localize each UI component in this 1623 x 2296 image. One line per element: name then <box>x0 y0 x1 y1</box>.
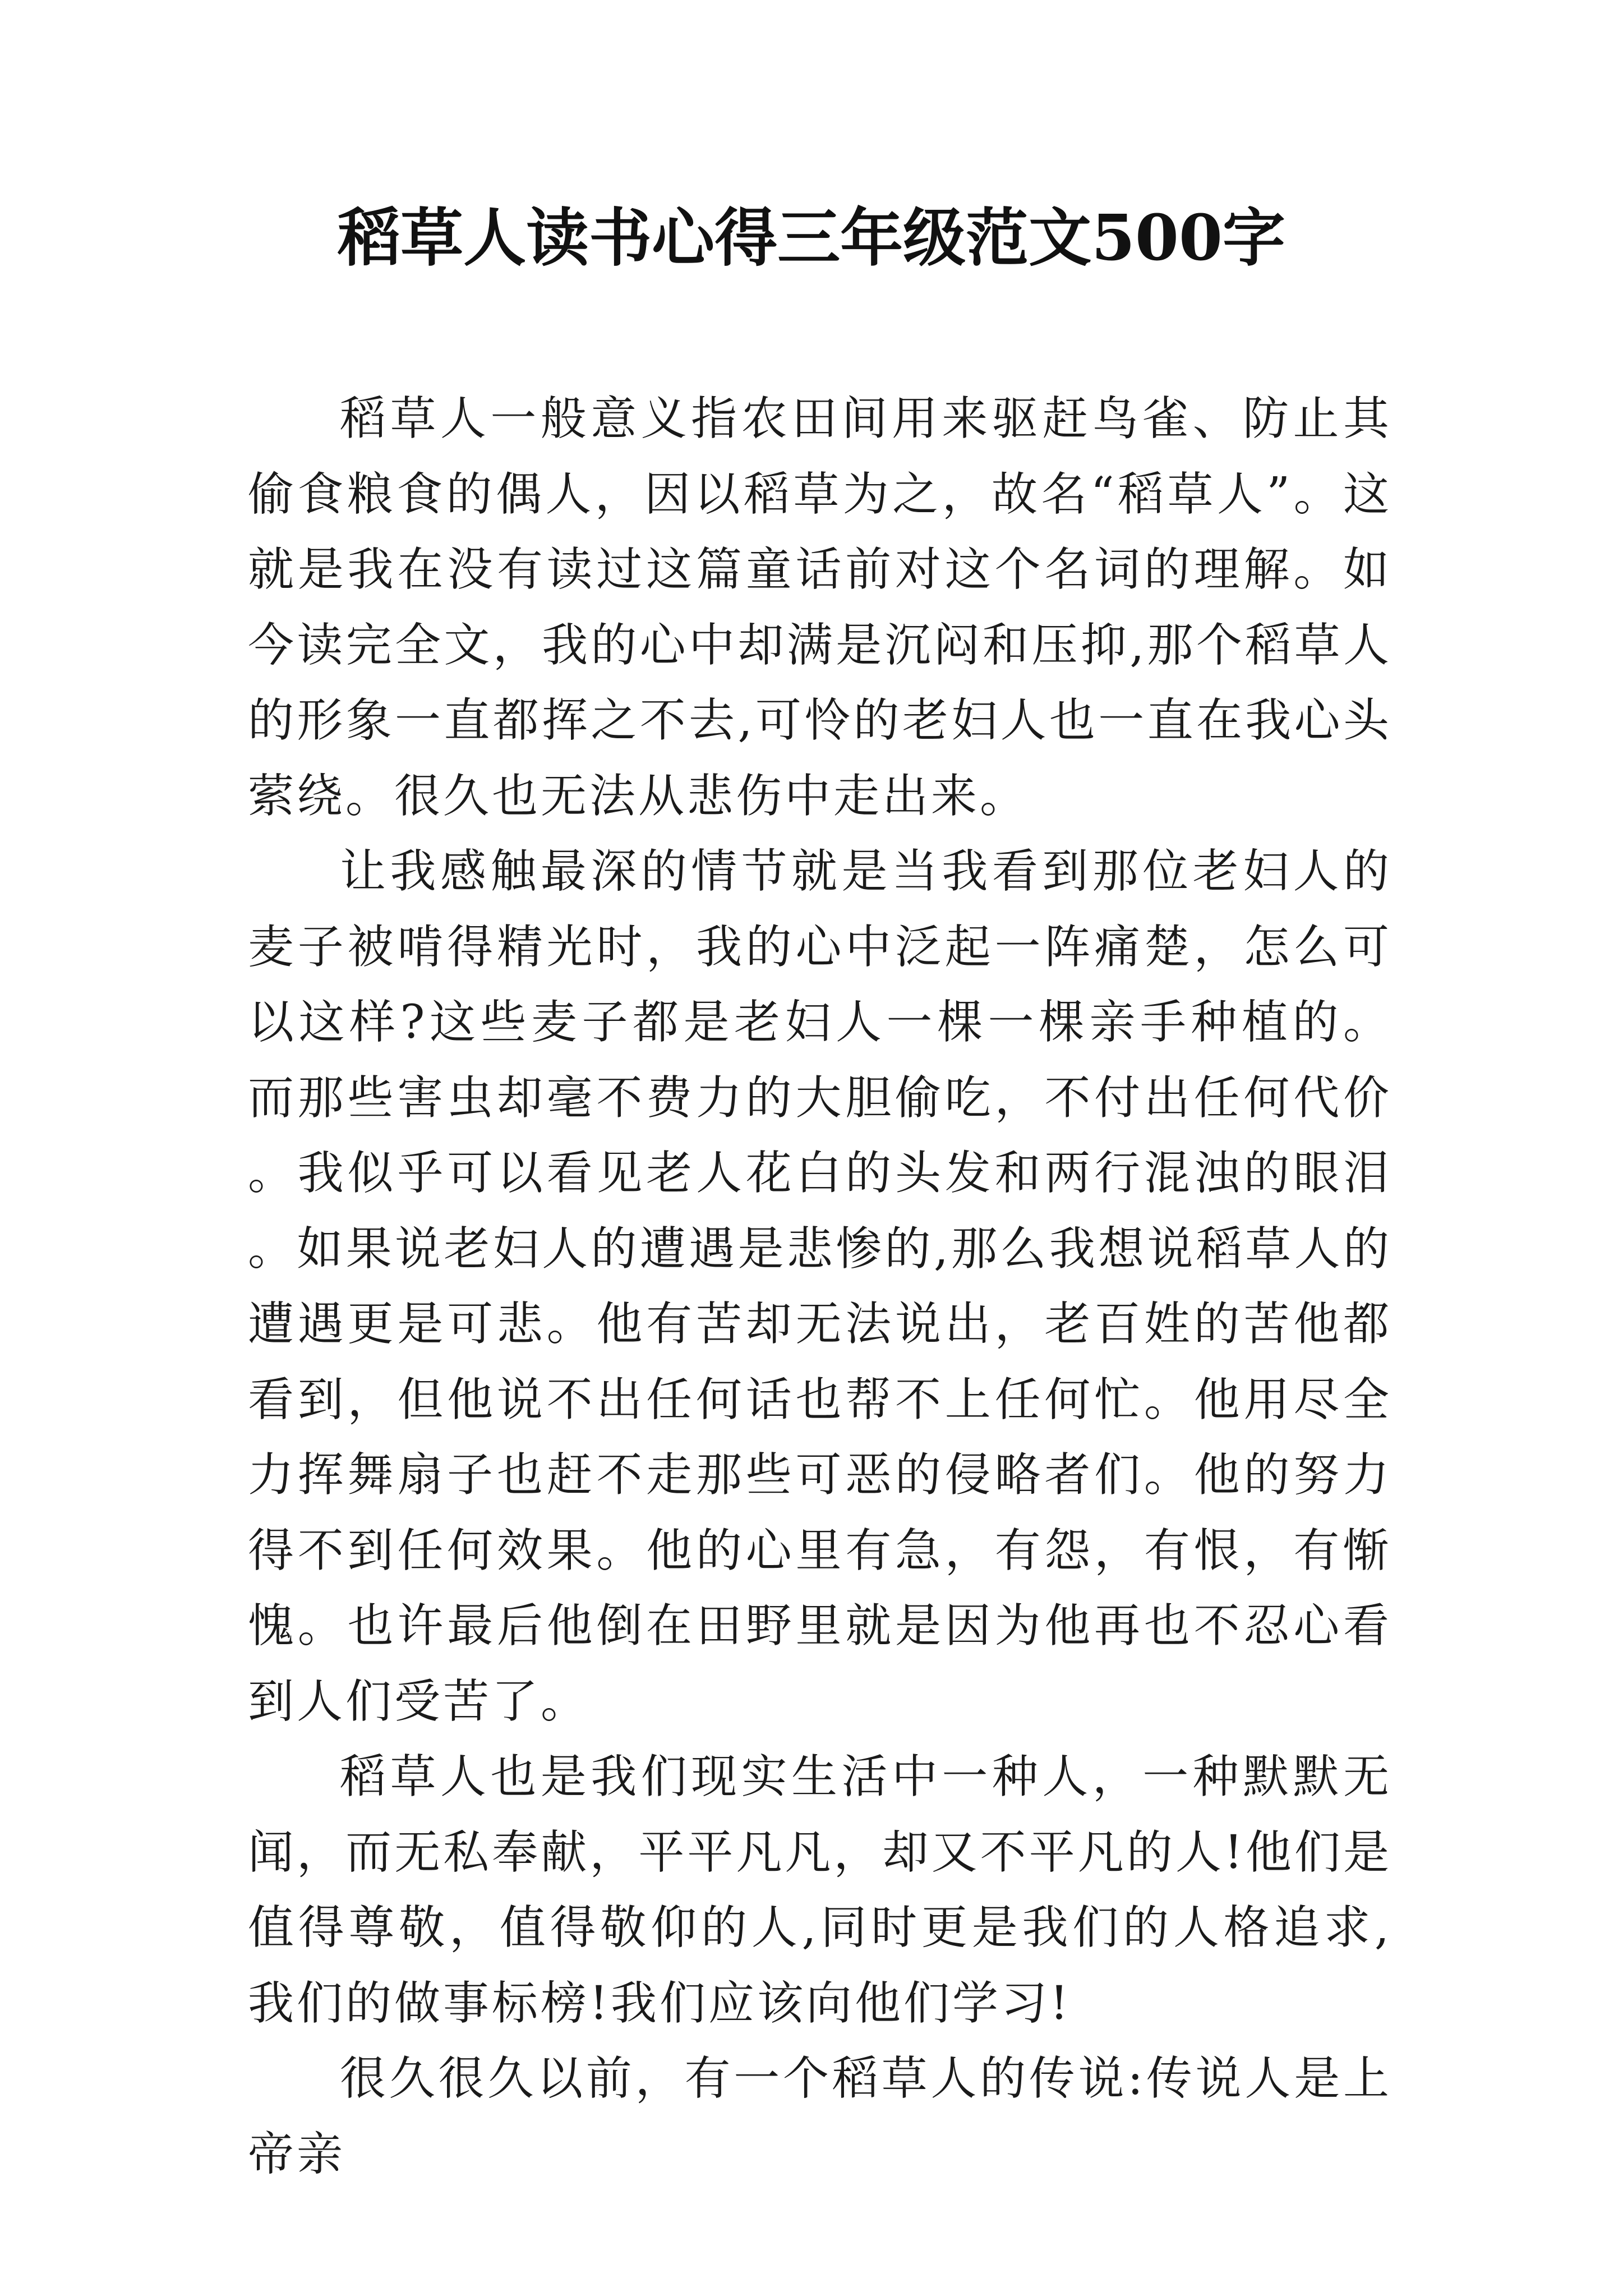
document-body <box>248 381 1392 2192</box>
paragraph-4: 很久很久以前，有一个稻草人的传说:传说人是上帝亲 <box>248 2052 1392 2181</box>
paragraph-1: 稻草人一般意义指农田间用来驱赶鸟雀、防止其偷食粮食的偶人，因以稻草为之，故名“稻草人”。这就是我在没有读过这篇童话前对这个名词的理解。如今读完全文，我的心中却满是沉闷和压抑,那个稻草人的形象一直都挥之不去,可怜的老妇人也一直在我心头萦绕。很久也无法从悲伤中走出来。 <box>248 392 1392 823</box>
paragraph-3: 稻草人也是我们现实生活中一种人，一种默默无闻，而无私奉献，平平凡凡，却又不平凡的人!他们是值得尊敬，值得敬仰的人,同时更是我们的人格追求,我们的做事标榜!我们应该向他们学习! <box>248 1750 1392 2030</box>
paragraph-2: 让我感触最深的情节就是当我看到那位老妇人的麦子被啃得精光时，我的心中泛起一阵痛楚，怎么可以这样?这些麦子都是老妇人一棵一棵亲手种植的。而那些害虫却毫不费力的大胆偷吃，不付出任何代价。我似乎可以看见老人花白的头发和两行混浊的眼泪。如果说老妇人的遭遇是悲惨的,那么我想说稻草人的遭遇更是可悲。他有苦却无法说出，老百姓的苦他都看到，但他说不出任何话也帮不上任何忙。他用尽全力挥舞扇子也赶不走那些可恶的侵略者们。他的努力得不到任何效果。他的心里有急，有怨，有恨，有惭愧。也许最后他倒在田野里就是因为他再也不忍心看到人们受苦了。 <box>248 845 1392 1728</box>
document-title: 稻草人读书心得三年级范文500字 <box>338 201 1285 275</box>
